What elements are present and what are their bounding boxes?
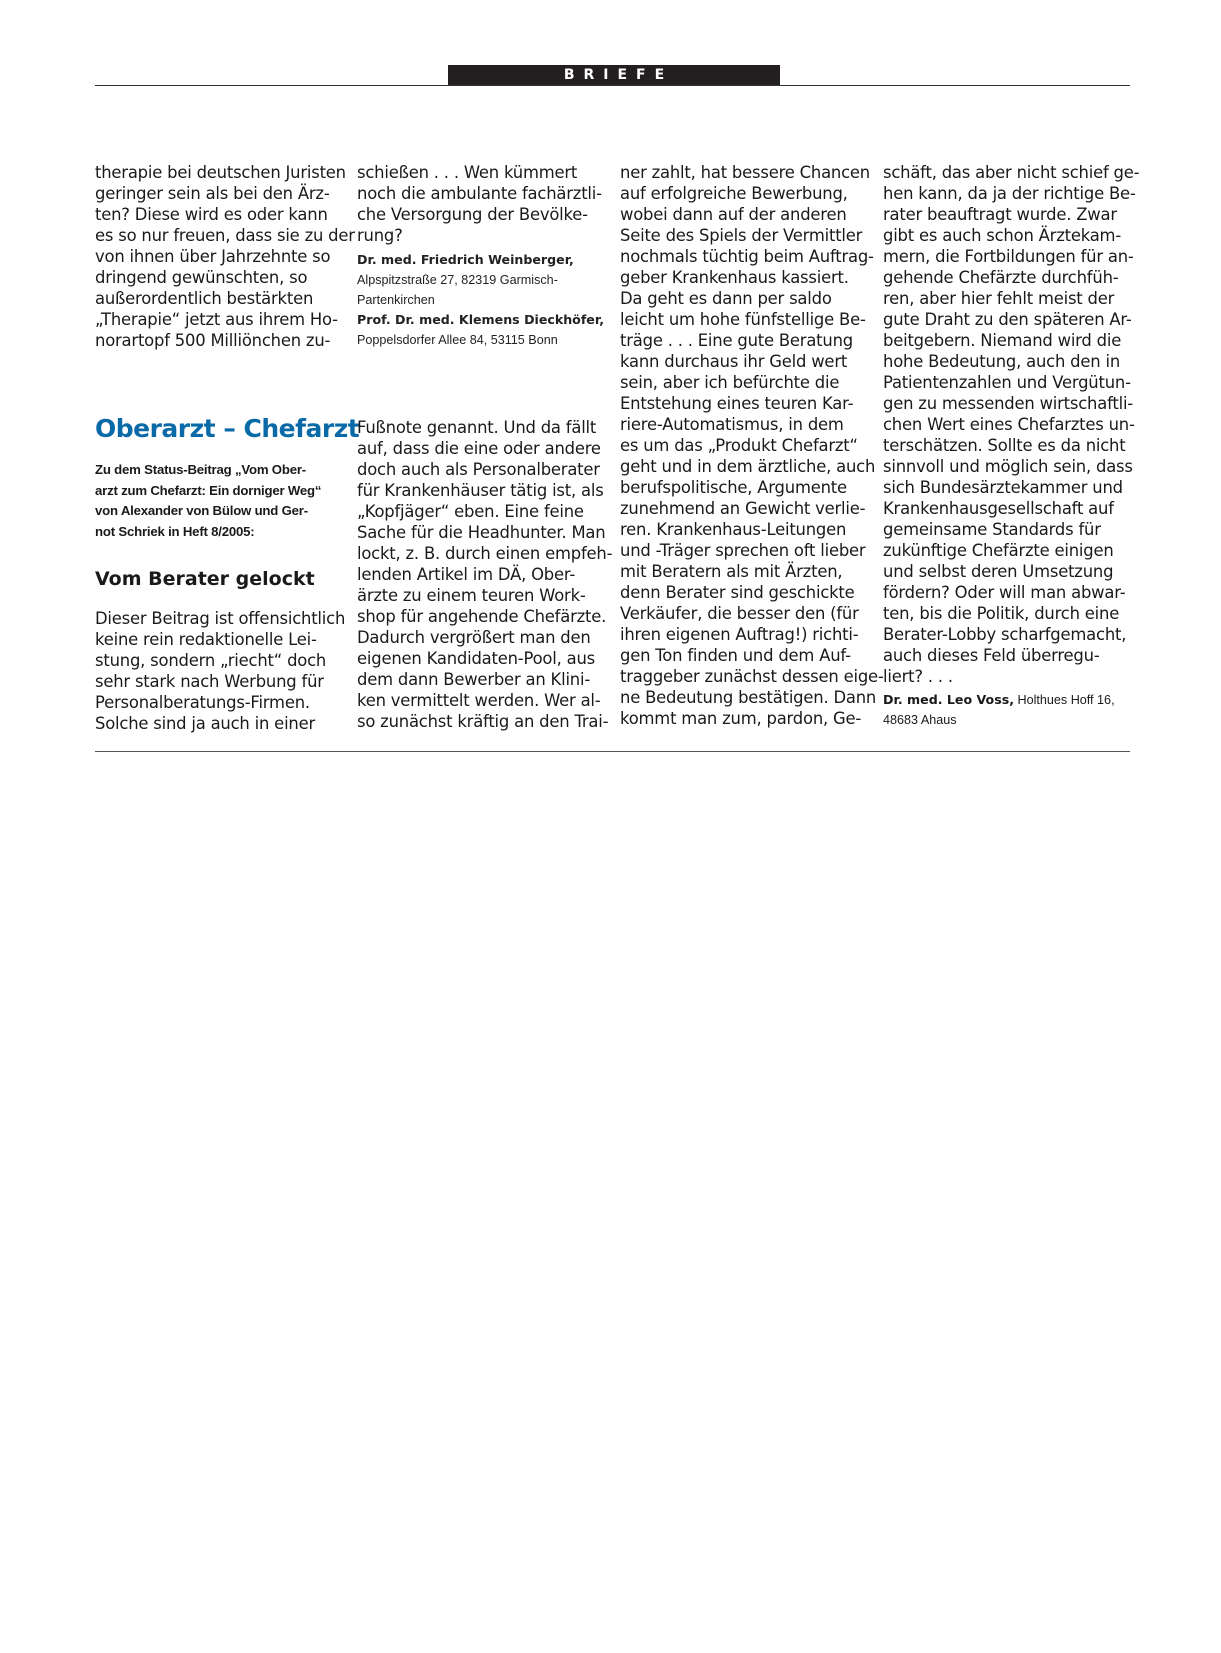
section-label: BRIEFE	[448, 65, 780, 86]
text-line: sich Bundesärztekammer und	[883, 478, 1123, 497]
text-line: traggeber zunächst dessen eige-	[620, 667, 884, 686]
text-line: auf, dass die eine oder andere	[357, 439, 601, 458]
text-line: not Schriek in Heft 8/2005:	[95, 523, 255, 539]
text-line: berufspolitische, Argumente	[620, 478, 847, 497]
text-line: nochmals tüchtig beim Auftrag-	[620, 247, 874, 266]
text-line: Entstehung eines teuren Kar-	[620, 394, 854, 413]
text-line: ren. Krankenhaus-Leitungen	[620, 520, 847, 539]
text-line: Da geht es dann per saldo	[620, 289, 832, 308]
text-line: kommt man zum, pardon, Ge-	[620, 709, 862, 728]
signature-name: Dr. med. Leo Voss,	[883, 692, 1014, 707]
text-line: mern, die Fortbildungen für an-	[883, 247, 1134, 266]
text-line: schießen . . . Wen kümmert	[357, 163, 578, 182]
text-line: gehende Chefärzte durchfüh-	[883, 268, 1119, 287]
text-line: hohe Bedeutung, auch den in	[883, 352, 1121, 371]
article-col3-text	[620, 162, 884, 729]
text-line: ren, aber hier fehlt meist der	[883, 289, 1115, 308]
text-line: beitgebern. Niemand wird die	[883, 331, 1122, 350]
text-line: gen zu messenden wirtschaftli-	[883, 394, 1134, 413]
text-line: rung?	[357, 226, 403, 245]
text-line: gemeinsame Standards für	[883, 520, 1101, 539]
text-line: geber Krankenhaus kassiert.	[620, 268, 849, 287]
text-line: gibt es auch schon Ärztekam-	[883, 226, 1122, 245]
text-line: fördern? Oder will man abwar-	[883, 583, 1126, 602]
text-line: zukünftige Chefärzte einigen	[883, 541, 1114, 560]
text-line: terschätzen. Sollte es da nicht	[883, 436, 1126, 455]
signature-address-line: Partenkirchen	[357, 293, 435, 307]
text-line: riere-Automatismus, in dem	[620, 415, 844, 434]
signature-name: Dr. med. Friedrich Weinberger,	[357, 252, 574, 267]
text-line: Krankenhausgesellschaft auf	[883, 499, 1114, 518]
text-line: Dieser Beitrag ist offensichtlich	[95, 609, 346, 628]
article-headline: Oberarzt – Chefarzt	[95, 414, 360, 443]
text-line: Verkäufer, die besser den (für	[620, 604, 859, 623]
article-intro	[95, 460, 321, 542]
text-line: eigenen Kandidaten-Pool, aus	[357, 649, 596, 668]
text-line: denn Berater sind geschickte	[620, 583, 855, 602]
article-col1-text	[95, 608, 345, 734]
text-line: arzt zum Chefarzt: Ein dorniger Weg“	[95, 482, 322, 498]
text-line: wobei dann auf der anderen	[620, 205, 847, 224]
signature-dieckhoefer	[357, 310, 605, 350]
text-line: von Alexander von Bülow und Ger-	[95, 503, 308, 518]
text-line: sehr stark nach Werbung für	[95, 672, 324, 691]
text-line: leicht um hohe fünfstellige Be-	[620, 310, 866, 329]
text-line: kann durchaus ihr Geld wert	[620, 352, 848, 371]
text-line: ne Bedeutung bestätigen. Dann	[620, 688, 877, 707]
text-line: stung, sondern „riecht“ doch	[95, 651, 327, 670]
text-line: dem dann Bewerber an Klini-	[357, 670, 591, 689]
text-line: Zu dem Status-Beitrag „Vom Ober-	[95, 462, 306, 477]
text-line: so zunächst kräftig an den Trai-	[357, 712, 609, 731]
signature-address-line: Poppelsdorfer Allee 84, 53115 Bonn	[357, 333, 558, 347]
text-line: ken vermittelt werden. Wer al-	[357, 691, 601, 710]
text-line: lockt, z. B. durch einen empfeh-	[357, 544, 613, 563]
col1-top-text	[95, 162, 355, 351]
text-line: es so nur freuen, dass sie zu der	[95, 226, 355, 245]
text-line: geht und in dem ärztliche, auch	[620, 457, 876, 476]
article-col4	[883, 162, 1140, 730]
text-line: und selbst deren Umsetzung	[883, 562, 1114, 581]
text-line: Dadurch vergrößert man den	[357, 628, 591, 647]
text-line: außerordentlich bestärkten	[95, 289, 314, 308]
text-line: keine rein redaktionelle Lei-	[95, 630, 317, 649]
text-line: ten? Diese wird es oder kann	[95, 205, 328, 224]
text-line: von ihnen über Jahrzehnte so	[95, 247, 331, 266]
text-line: „Kopfjäger“ eben. Eine feine	[357, 502, 584, 521]
text-line: schäft, das aber nicht schief ge-	[883, 163, 1140, 182]
bottom-rule	[95, 751, 1130, 752]
text-line: ärzte zu einem teuren Work-	[357, 586, 586, 605]
header-rule	[95, 85, 1130, 86]
text-line: doch auch als Personalberater	[357, 460, 600, 479]
text-line: auf erfolgreiche Bewerbung,	[620, 184, 848, 203]
text-line: lenden Artikel im DÄ, Ober-	[357, 565, 576, 584]
text-line: liert? . . .	[883, 667, 953, 686]
text-line: Fußnote genannt. Und da fällt	[357, 418, 597, 437]
text-line: Sache für die Headhunter. Man	[357, 523, 606, 542]
text-line: zunehmend an Gewicht verlie-	[620, 499, 866, 518]
signature-name: Prof. Dr. med. Klemens Dieckhöfer,	[357, 312, 604, 327]
article-subhead: Vom Berater gelockt	[95, 568, 315, 590]
signature-address-line: 48683 Ahaus	[883, 713, 957, 727]
article-col4-text	[883, 162, 1140, 687]
text-line: rater beauftragt wurde. Zwar	[883, 205, 1117, 224]
text-line: therapie bei deutschen Juristen	[95, 163, 346, 182]
text-line: ner zahlt, hat bessere Chancen	[620, 163, 870, 182]
text-line: für Krankenhäuser tätig ist, als	[357, 481, 604, 500]
text-line: dringend gewünschten, so	[95, 268, 308, 287]
col2-top-text	[357, 162, 605, 246]
text-line: auch dieses Feld überregu-	[883, 646, 1100, 665]
signature-voss	[883, 690, 1131, 710]
text-line: gen Ton finden und dem Auf-	[620, 646, 851, 665]
text-line: mit Beratern als mit Ärzten,	[620, 562, 843, 581]
text-line: Solche sind ja auch in einer	[95, 714, 316, 733]
text-line: träge . . . Eine gute Beratung	[620, 331, 853, 350]
text-line: noch die ambulante fachärztli-	[357, 184, 602, 203]
text-line: hen kann, da ja der richtige Be-	[883, 184, 1136, 203]
text-line: „Therapie“ jetzt aus ihrem Ho-	[95, 310, 338, 329]
text-line: Patientenzahlen und Vergütun-	[883, 373, 1131, 392]
col2-top	[357, 162, 605, 350]
text-line: sein, aber ich befürchte die	[620, 373, 840, 392]
text-line: Seite des Spiels der Vermittler	[620, 226, 863, 245]
text-line: sinnvoll und möglich sein, dass	[883, 457, 1133, 476]
text-line: ihren eigenen Auftrag!) richti-	[620, 625, 859, 644]
text-line: che Versorgung der Bevölke-	[357, 205, 588, 224]
signature-address-line: Alpspitzstraße 27, 82319 Garmisch-	[357, 273, 558, 287]
text-line: geringer sein als bei den Ärz-	[95, 184, 330, 203]
text-line: shop für angehende Chefärzte.	[357, 607, 607, 626]
signature-weinberger	[357, 250, 605, 310]
signature-address-line: Holthues Hoff 16,	[1017, 693, 1115, 707]
text-line: ten, bis die Politik, durch eine	[883, 604, 1120, 623]
article-col2-text	[357, 417, 612, 732]
text-line: Personalberatungs-Firmen.	[95, 693, 310, 712]
text-line: gute Draht zu den späteren Ar-	[883, 310, 1132, 329]
text-line: chen Wert eines Chefarztes un-	[883, 415, 1135, 434]
text-line: norartopf 500 Milliönchen zu-	[95, 331, 331, 350]
text-line: es um das „Produkt Chefarzt“	[620, 436, 858, 455]
text-line: Berater-Lobby scharfgemacht,	[883, 625, 1127, 644]
text-line: und -Träger sprechen oft lieber	[620, 541, 866, 560]
